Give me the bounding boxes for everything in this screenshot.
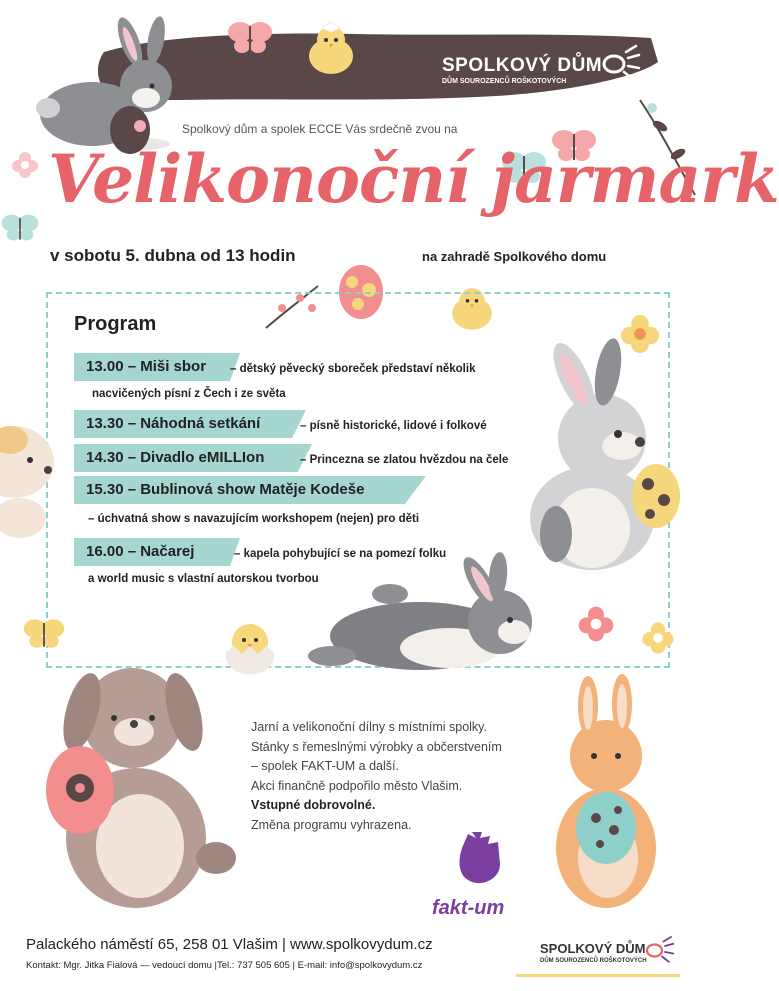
program-item-description: a world music s vlastní autorskou tvorbou <box>88 573 319 585</box>
program-item-label: 14.30 – Divadlo eMILLIon <box>86 449 265 466</box>
info-line: Akci finančně podpořilo město Vlašim. <box>251 778 463 793</box>
program-item-label: 16.00 – Načarej <box>86 543 195 560</box>
footer-address: Palackého náměstí 65, 258 01 Vlašim | www.spolkovydum.cz <box>26 936 433 953</box>
butterfly-icon <box>0 208 40 248</box>
program-item-label: 15.30 – Bublinová show Matěje Kodeše <box>86 481 365 498</box>
event-location: na zahradě Spolkového domu <box>422 249 607 264</box>
fakt-um-logo-text: fakt-um <box>432 897 505 919</box>
info-line: Jarní a velikonoční dílny s místními spolky. <box>251 720 487 734</box>
program-item-description: – písně historické, lidové i folkové <box>300 420 487 432</box>
program-item-label: 13.30 – Náhodná setkání <box>86 415 261 432</box>
event-info <box>251 718 502 835</box>
dog-illustration <box>0 414 58 540</box>
program-item-description: nacvičených písní z Čech i ze světa <box>92 388 286 400</box>
footer-brand-name: SPOLKOVÝ DŮM <box>540 941 646 956</box>
program-item-description: – Princezna se zlatou hvězdou na čele <box>300 454 509 466</box>
flower-icon <box>10 150 40 180</box>
butterfly-icon <box>226 18 274 58</box>
jumping-bunny-illustration <box>310 556 550 686</box>
info-line: Stánky s řemeslnými výrobky a občerstvením <box>251 739 502 754</box>
bunny-egg-illustration <box>22 12 172 152</box>
info-line-admission: Vstupné dobrovolné. <box>251 798 376 812</box>
chick-icon <box>300 20 362 80</box>
brand-subtitle: DŮM SOUROZENCŮ ROŠKOTOVÝCH <box>442 78 567 85</box>
sun-logo-icon <box>644 934 674 964</box>
fakt-um-logo-icon <box>450 828 514 892</box>
event-date-time: v sobotu 5. dubna od 13 hodin <box>50 246 296 265</box>
info-line: – spolek FAKT-UM a další. <box>251 759 399 773</box>
invitation-text: Spolkový dům a spolek ECCE Vás srdečně zvou na <box>182 122 458 136</box>
flower-icon <box>640 620 676 656</box>
flower-icon <box>618 312 662 356</box>
program-item-description: – úchvatná show s navazujícím workshopem (nejen) pro děti <box>88 513 420 525</box>
program-item-description: – kapela pohybující se na pomezí folku <box>234 548 447 560</box>
info-line: Změna programu vyhrazena. <box>251 817 412 832</box>
footer-brand-subtitle: DŮM SOUROZENCŮ ROŠKOTOVÝCH <box>540 958 647 964</box>
bunny-egg-illustration <box>548 678 668 912</box>
footer-color-stripe <box>516 972 680 980</box>
flower-icon <box>576 604 616 644</box>
program-item-description: – dětský pěvecký sboreček představí několik <box>230 363 476 375</box>
program-item-label: 13.00 – Miši sbor <box>86 358 207 375</box>
brand-name: SPOLKOVÝ DŮM <box>442 55 603 76</box>
sun-logo-icon <box>600 42 640 82</box>
bunny-egg-illustration <box>512 338 692 578</box>
program-heading: Program <box>74 313 157 335</box>
footer-contact: Kontakt: Mgr. Jitka Fialová — vedoucí domu |Tel.: 737 505 605 | E-mail: info@spolkovydum.cz <box>26 960 423 971</box>
page-title: Velikonoční jarmark <box>48 140 779 218</box>
bunny-egg-illustration <box>40 642 240 912</box>
